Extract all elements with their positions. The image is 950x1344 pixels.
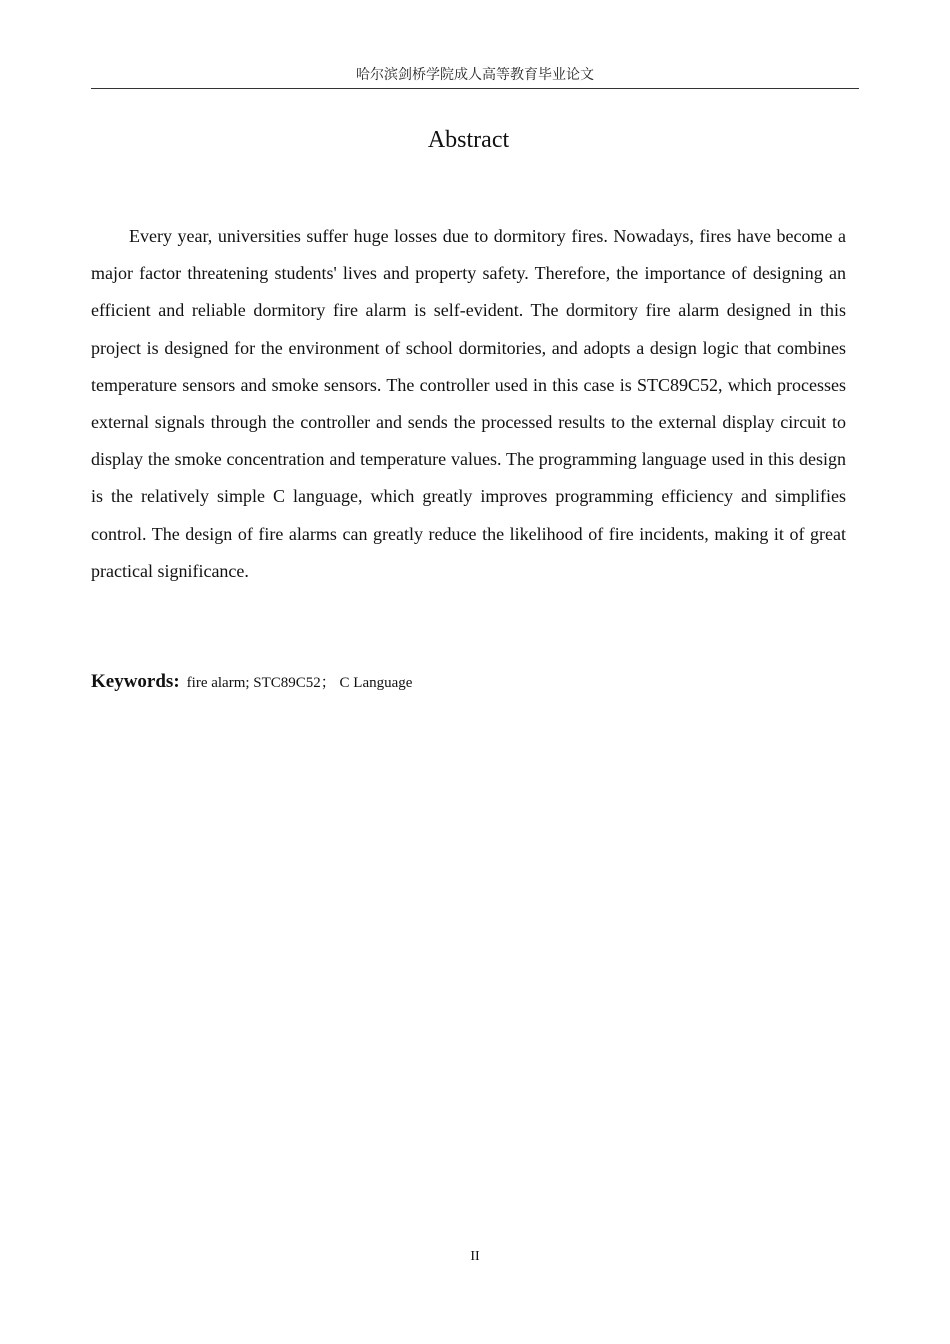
- keywords-line: [91, 668, 846, 697]
- abstract-title: Abstract: [427, 127, 510, 153]
- running-header: 哈尔滨剑桥学院成人高等教育毕业论文: [356, 68, 594, 83]
- keywords-label: Keywords:: [91, 671, 180, 692]
- abstract-body: Every year, universities suffer huge losses due to dormitory fires. Nowadays, fires have become a major factor threatening students' lives and property safety. Therefore, the importance of designing an efficient and reliable dormitory fire alarm is self-evident. The dormitory fire alarm designed in this project is designed for the environment of school dormitories, and adopts a design logic that combines temperature sensors and smoke sensors. The controller used in this case is STC89C52, which processes external signals through the controller and sends the processed results to the external display circuit to display the smoke concentration and temperature values. The programming language used in this design is the relatively simple C language, which greatly improves programming efficiency and simplifies control. The design of fire alarms can greatly reduce the likelihood of fire incidents, making it of great practical significance.: [91, 226, 846, 581]
- keywords-value: fire alarm; STC89C52； C Language: [186, 675, 413, 691]
- header-divider: [91, 88, 859, 89]
- page-number: II: [470, 1249, 480, 1264]
